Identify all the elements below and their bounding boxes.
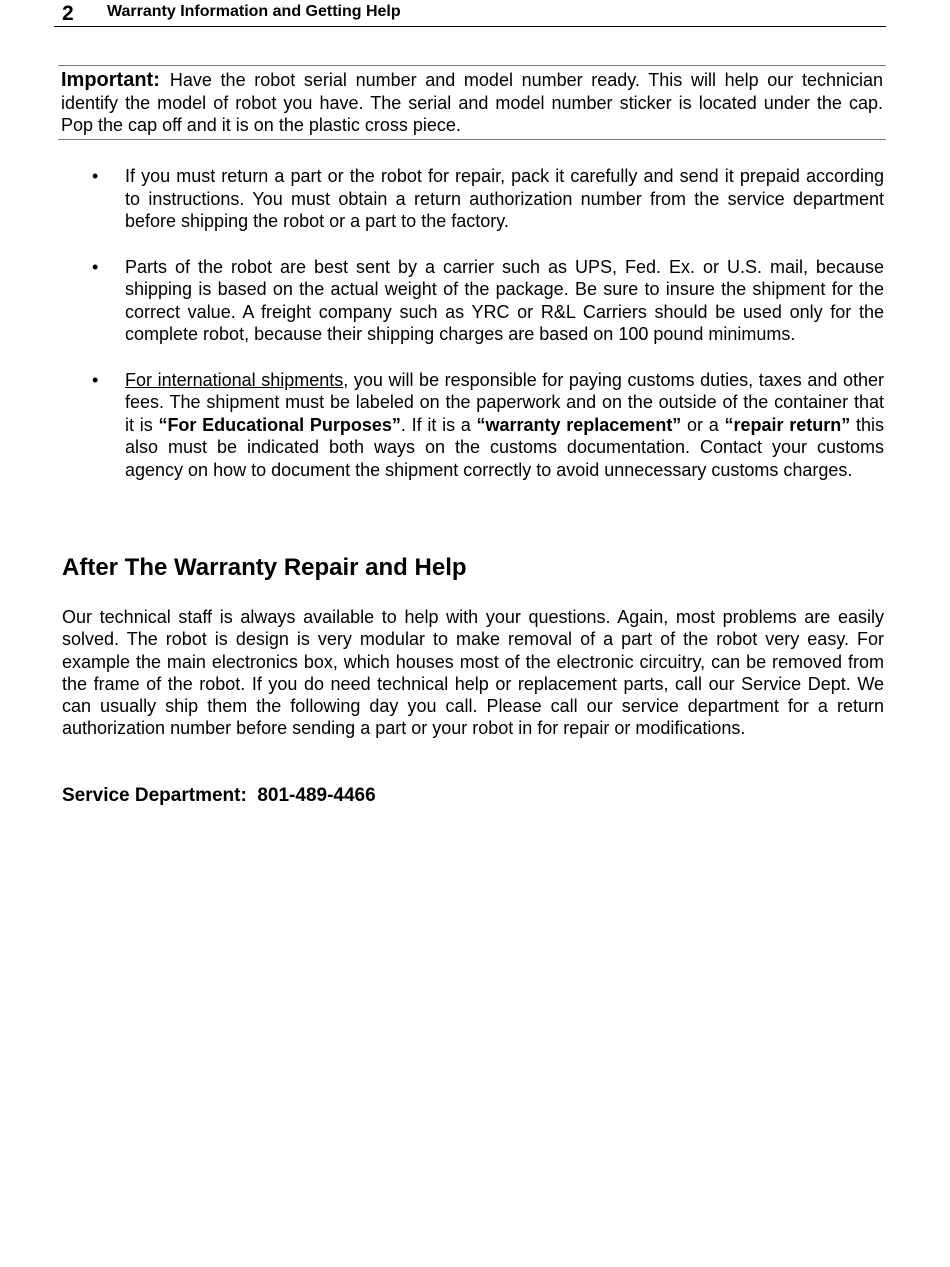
international-shipments-term: For international shipments	[125, 369, 344, 390]
body-paragraph: Our technical staff is always available to help with your questions. Again, most problems are easily solved. The robot is design is very modular to make removal of a part of the robot very easy. For example the main electronics box, which houses most of the electronic circuitry, can be removed from the frame of the robot. If you do need technical help or replacement parts, call our Service Dept. We can usually ship them the following day you call. Please call our service department for a return authorization number before sending a part or your robot in for repair or modifications.	[62, 607, 884, 739]
important-note	[58, 65, 886, 140]
list-item-text: . If it is a	[400, 414, 477, 435]
running-title: Warranty Information and Getting Help	[107, 3, 401, 20]
service-department-line	[62, 785, 376, 807]
educational-purposes-label: “For Educational Purposes”	[158, 414, 401, 435]
shipping-instructions-list	[62, 165, 884, 504]
list-item-text: Parts of the robot are best sent by a carrier such as UPS, Fed. Ex. or U.S. mail, because shipping is based on the actual weight of the package. Be sure to insure the shipment for the correct value. A freight company such as YRC or R&L Carriers should be used only for the complete robot, because their shipping charges are based on 100 pound minimums.	[125, 256, 884, 344]
list-item	[62, 369, 884, 482]
bullet-icon: •	[92, 166, 99, 186]
list-item-text: this also must be indicated both ways on the customs documentation. Contact your customs agency on how to document the shipment correctly to avoid unnecessary customs charges.	[125, 414, 884, 480]
important-text: Have the robot serial number and model number ready. This will help our technician identify the model of robot you have. The serial and model number sticker is located under the cap. Pop the cap off and it is on the plastic cross piece.	[61, 70, 883, 135]
list-item	[62, 165, 884, 233]
section-heading: After The Warranty Repair and Help	[62, 554, 467, 581]
list-item-text: or a	[681, 414, 725, 435]
page-number: 2	[62, 2, 74, 25]
service-phone: 801-489-4466	[257, 785, 376, 806]
bullet-icon: •	[92, 369, 99, 390]
page-header	[54, 0, 886, 27]
list-item	[62, 256, 884, 346]
bullet-icon: •	[92, 256, 99, 277]
important-label: Important:	[61, 69, 160, 91]
service-label: Service Department:	[62, 785, 247, 806]
warranty-replacement-label: “warranty replacement”	[476, 414, 682, 435]
list-item-text: , you will be responsible for paying customs duties, taxes and other fees. The shipment must be labeled on the paperwork and on the outside of the container that it is	[125, 369, 884, 435]
list-item-text: If you must return a part or the robot for repair, pack it carefully and send it prepaid according to instructions. You must obtain a return authorization number from the service department before shipping the robot or a part to the factory.	[125, 166, 884, 231]
repair-return-label: “repair return”	[724, 414, 851, 435]
